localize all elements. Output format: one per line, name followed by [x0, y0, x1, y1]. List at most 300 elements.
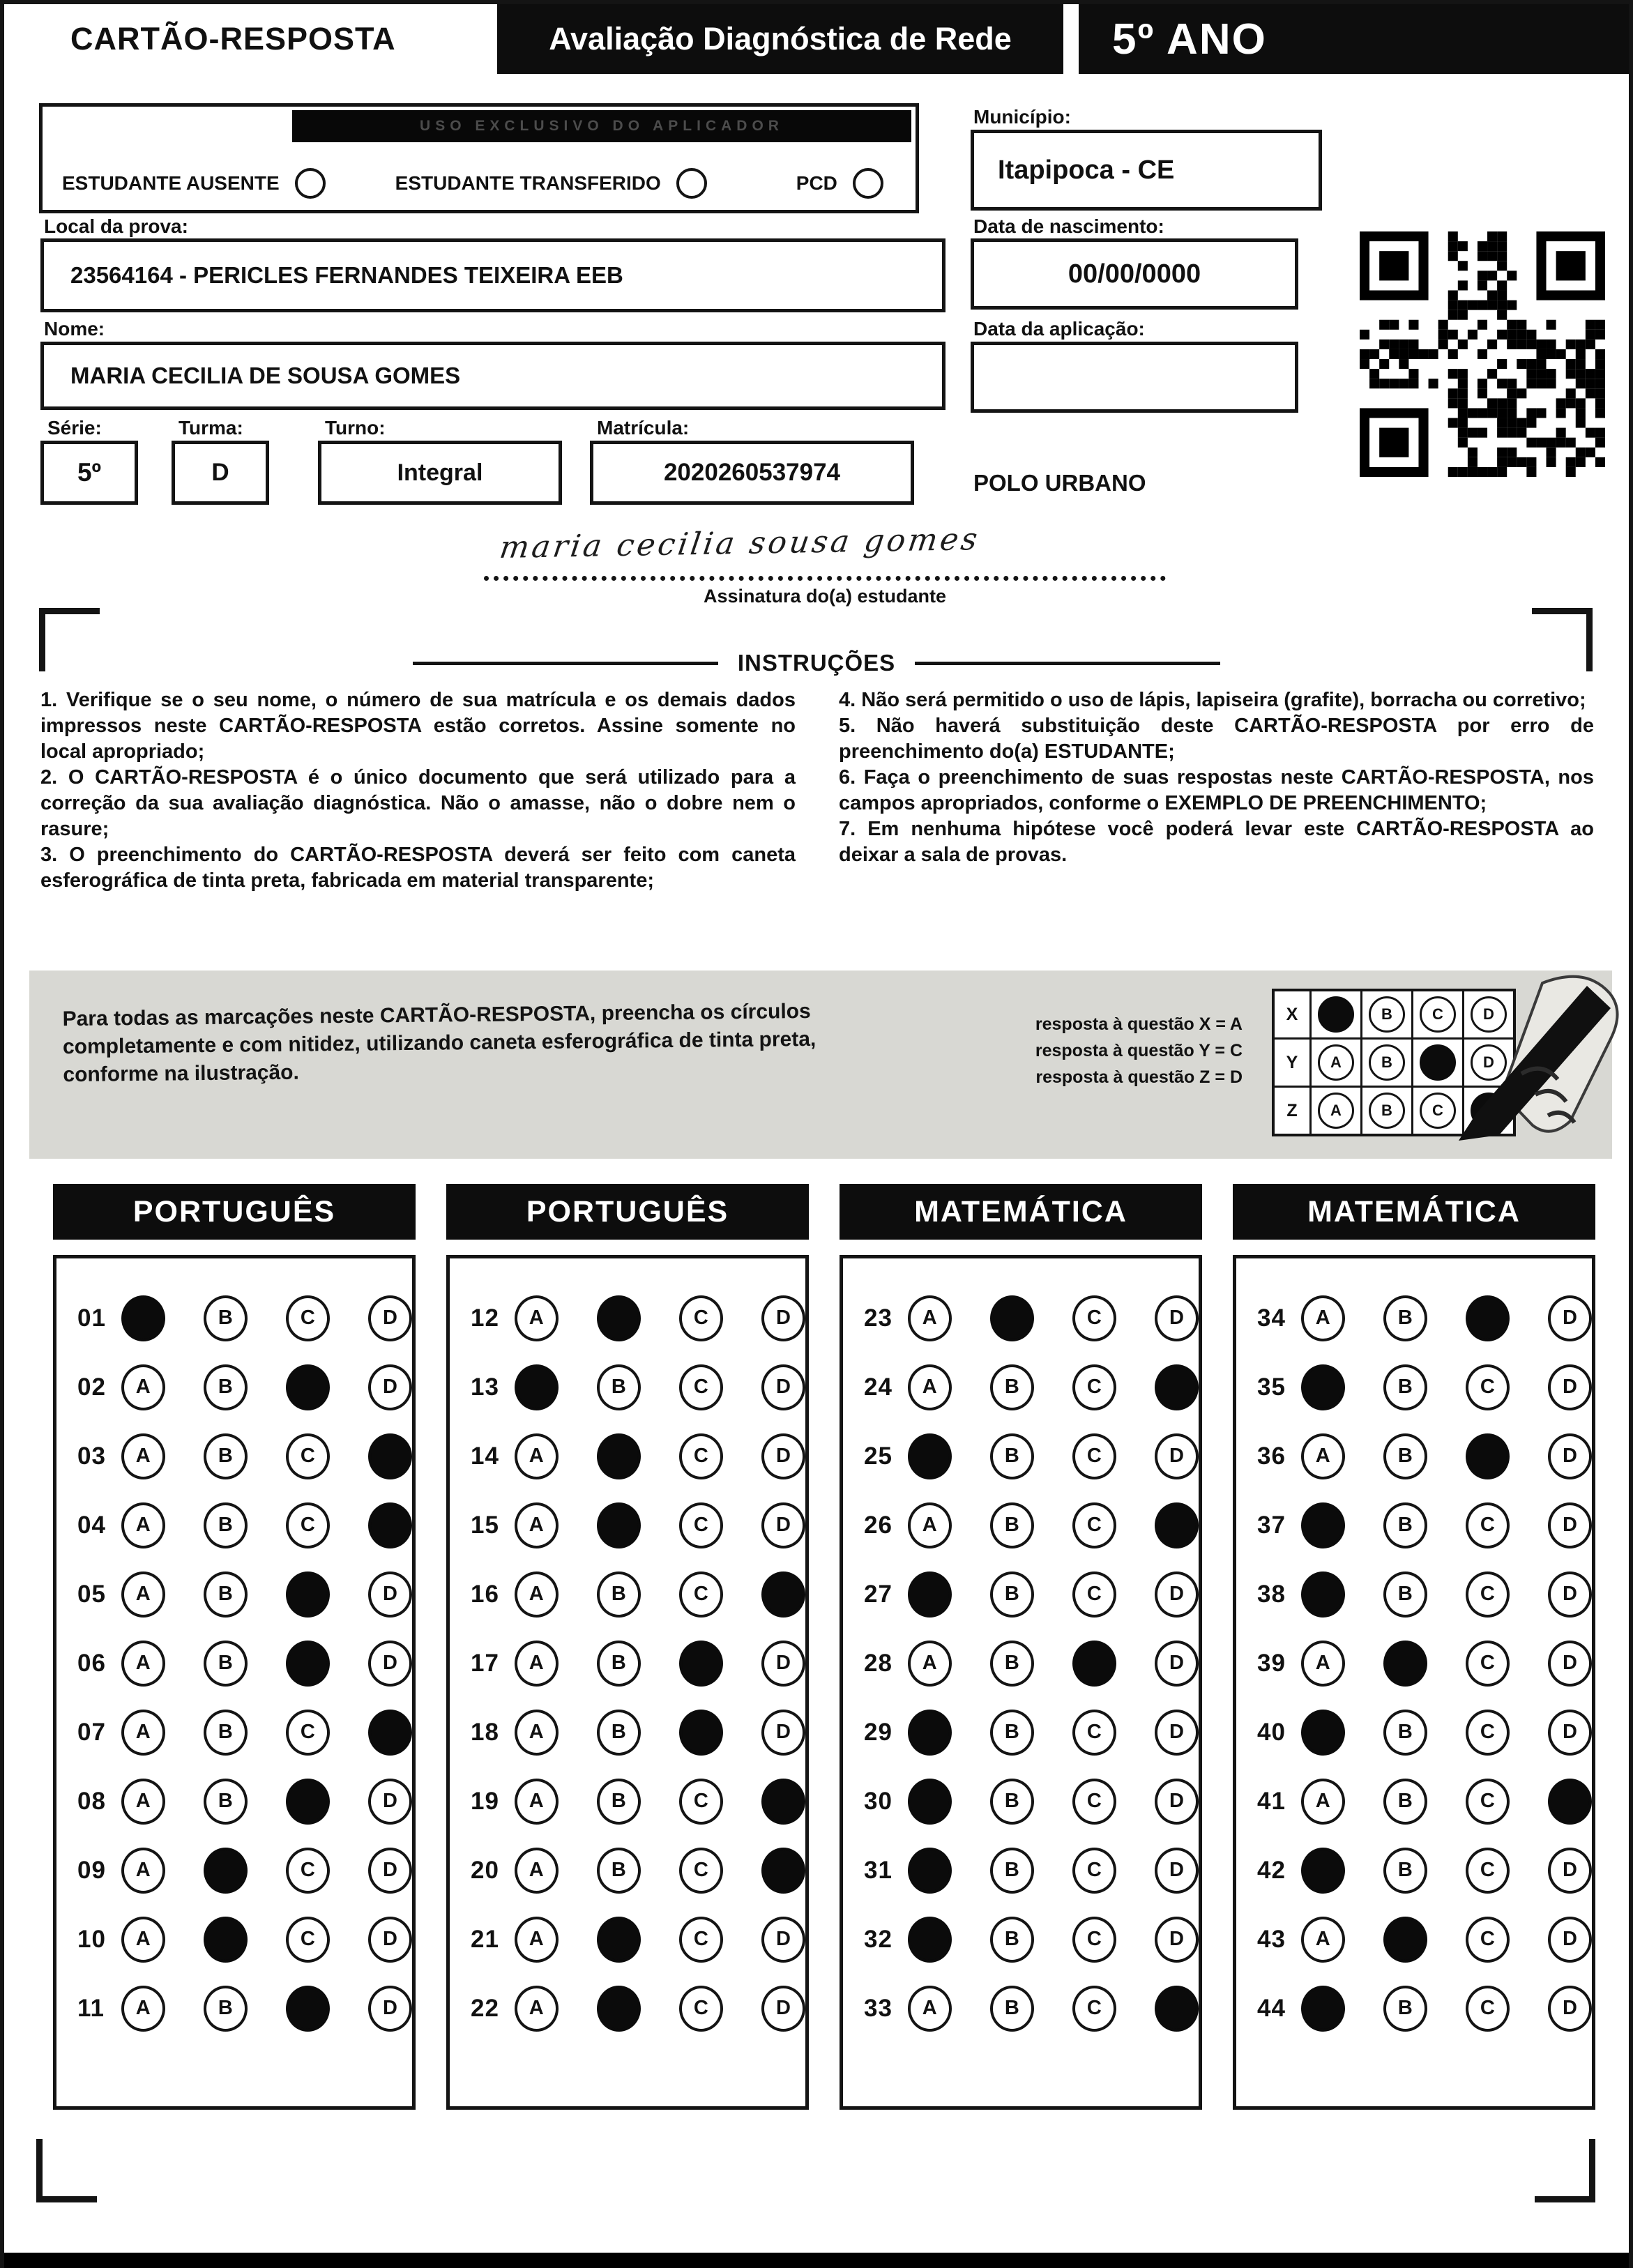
- answer-bubble-25-C[interactable]: C: [1072, 1433, 1116, 1479]
- answer-bubble-07-A[interactable]: A: [121, 1710, 165, 1756]
- answer-bubble-13-C[interactable]: C: [679, 1364, 723, 1410]
- question-row: [471, 1422, 805, 1491]
- status-option-bubble-2[interactable]: [676, 168, 707, 199]
- answer-bubble-16-B[interactable]: B: [597, 1571, 641, 1618]
- answer-bubble-27-B[interactable]: B: [990, 1571, 1034, 1618]
- status-option: [62, 168, 326, 199]
- question-number: 14: [471, 1442, 499, 1470]
- question-row: [1257, 1491, 1592, 1560]
- answer-bubble-12-A[interactable]: A: [515, 1295, 559, 1341]
- answer-bubble-25-A[interactable]: [908, 1433, 952, 1479]
- status-option-label: ESTUDANTE AUSENTE: [62, 172, 280, 194]
- question-number: 05: [77, 1580, 106, 1608]
- turma-field[interactable]: [172, 441, 269, 505]
- example-legend-line: resposta à questão Z = D: [1035, 1067, 1243, 1087]
- question-row: [471, 1974, 805, 2043]
- answer-bubble-35-D[interactable]: D: [1548, 1364, 1592, 1410]
- answer-bubble-09-C[interactable]: C: [286, 1848, 330, 1894]
- answer-bubble-38-A[interactable]: [1301, 1571, 1345, 1618]
- example-bubble-Z-C: C: [1420, 1093, 1456, 1129]
- answer-bubble-22-D[interactable]: D: [761, 1986, 805, 2032]
- answer-bubble-44-D[interactable]: D: [1548, 1986, 1592, 2032]
- example-legend-line: resposta à questão X = A: [1035, 1014, 1243, 1034]
- answer-bubble-42-A[interactable]: [1301, 1848, 1345, 1894]
- question-number: 32: [864, 1925, 893, 1953]
- answer-bubble-38-C[interactable]: C: [1466, 1571, 1510, 1618]
- question-number: 08: [77, 1787, 106, 1815]
- grade-banner: 5º ANO: [1079, 4, 1629, 74]
- answer-bubble-21-B[interactable]: [597, 1917, 641, 1963]
- municipio-field[interactable]: [971, 130, 1322, 211]
- answer-bubble-27-A[interactable]: [908, 1571, 952, 1618]
- answer-bubble-18-B[interactable]: B: [597, 1710, 641, 1756]
- answer-bubble-34-C[interactable]: [1466, 1295, 1510, 1341]
- answer-bubble-28-D[interactable]: D: [1155, 1641, 1199, 1687]
- section-body: [53, 1255, 416, 2110]
- example-bubble-Y-A: A: [1318, 1044, 1354, 1081]
- answer-bubble-41-B[interactable]: B: [1383, 1779, 1427, 1825]
- answer-bubble-43-A[interactable]: A: [1301, 1917, 1345, 1963]
- answer-bubble-44-C[interactable]: C: [1466, 1986, 1510, 2032]
- answer-bubble-05-D[interactable]: D: [368, 1571, 412, 1618]
- question-number: 27: [864, 1580, 893, 1608]
- answer-bubble-01-A[interactable]: [121, 1295, 165, 1341]
- question-number: 12: [471, 1304, 499, 1332]
- matricula-field[interactable]: [590, 441, 914, 505]
- example-row-label: X: [1275, 991, 1312, 1037]
- answer-bubble-03-A[interactable]: A: [121, 1433, 165, 1479]
- answer-bubble-44-B[interactable]: B: [1383, 1986, 1427, 2032]
- answer-bubble-08-C[interactable]: [286, 1779, 330, 1825]
- answer-bubble-35-B[interactable]: B: [1383, 1364, 1427, 1410]
- status-option-bubble-3[interactable]: [853, 168, 883, 199]
- answer-bubble-33-A[interactable]: A: [908, 1986, 952, 2032]
- example-cell: [1312, 991, 1362, 1037]
- question-row: [864, 1560, 1199, 1629]
- answer-bubble-23-B[interactable]: [990, 1295, 1034, 1341]
- answer-bubble-20-A[interactable]: A: [515, 1848, 559, 1894]
- question-row: [77, 1353, 412, 1422]
- answer-bubble-08-A[interactable]: A: [121, 1779, 165, 1825]
- answer-bubble-20-B[interactable]: B: [597, 1848, 641, 1894]
- question-number: 02: [77, 1373, 106, 1401]
- question-row: [77, 1698, 412, 1767]
- question-row: [864, 1353, 1199, 1422]
- answer-bubble-40-C[interactable]: C: [1466, 1710, 1510, 1756]
- answer-bubble-05-B[interactable]: B: [204, 1571, 248, 1618]
- answer-bubble-26-A[interactable]: A: [908, 1502, 952, 1548]
- example-cell: [1362, 991, 1413, 1037]
- header: [4, 4, 1629, 74]
- answer-bubble-07-B[interactable]: B: [204, 1710, 248, 1756]
- example-legend-line: resposta à questão Y = C: [1035, 1041, 1243, 1060]
- answer-bubble-08-D[interactable]: D: [368, 1779, 412, 1825]
- answer-bubble-30-A[interactable]: [908, 1779, 952, 1825]
- instruction-item: 7. Em nenhuma hipótese você poderá levar este CARTÃO-RESPOSTA ao deixar a sala de provas.: [839, 818, 1594, 866]
- example-bubble-Z-B: B: [1369, 1093, 1405, 1129]
- answer-bubble-36-B[interactable]: B: [1383, 1433, 1427, 1479]
- answer-bubble-06-C[interactable]: [286, 1641, 330, 1687]
- answer-bubble-44-A[interactable]: [1301, 1986, 1345, 2032]
- question-number: 28: [864, 1649, 893, 1677]
- answer-bubble-15-D[interactable]: D: [761, 1502, 805, 1548]
- example-cell: [1362, 1088, 1413, 1134]
- answer-bubble-33-D[interactable]: [1155, 1986, 1199, 2032]
- answer-bubble-36-D[interactable]: D: [1548, 1433, 1592, 1479]
- answer-bubble-43-C[interactable]: C: [1466, 1917, 1510, 1963]
- answer-bubble-29-C[interactable]: C: [1072, 1710, 1116, 1756]
- answer-bubble-28-A[interactable]: A: [908, 1641, 952, 1687]
- answer-bubble-12-B[interactable]: [597, 1295, 641, 1341]
- local-da-prova-field[interactable]: [40, 238, 945, 312]
- question-row: [471, 1284, 805, 1353]
- instructions-header: [4, 650, 1629, 676]
- question-row: [864, 1905, 1199, 1974]
- answer-bubble-39-A[interactable]: A: [1301, 1641, 1345, 1687]
- answer-bubble-05-A[interactable]: A: [121, 1571, 165, 1618]
- answer-bubble-06-A[interactable]: A: [121, 1641, 165, 1687]
- answer-bubble-33-B[interactable]: B: [990, 1986, 1034, 2032]
- question-row: [1257, 1698, 1592, 1767]
- question-number: 03: [77, 1442, 106, 1470]
- question-number: 15: [471, 1511, 499, 1539]
- answer-bubble-29-A[interactable]: [908, 1710, 952, 1756]
- answer-bubble-06-B[interactable]: B: [204, 1641, 248, 1687]
- answer-bubble-11-C[interactable]: [286, 1986, 330, 2032]
- answer-bubble-18-A[interactable]: A: [515, 1710, 559, 1756]
- answer-bubble-25-D[interactable]: D: [1155, 1433, 1199, 1479]
- answer-bubble-21-C[interactable]: C: [679, 1917, 723, 1963]
- serie-field[interactable]: [40, 441, 138, 505]
- answer-bubble-14-B[interactable]: [597, 1433, 641, 1479]
- answer-bubble-09-D[interactable]: D: [368, 1848, 412, 1894]
- question-row: [471, 1629, 805, 1698]
- answer-bubble-14-C[interactable]: C: [679, 1433, 723, 1479]
- local-da-prova-value: 23564164 - PERICLES FERNANDES TEIXEIRA EEB: [70, 262, 623, 288]
- answer-bubble-07-C[interactable]: C: [286, 1710, 330, 1756]
- registration-mark-bottom-left: [36, 2139, 97, 2202]
- answer-bubble-34-A[interactable]: A: [1301, 1295, 1345, 1341]
- fill-example-text: Para todas as marcações neste CARTÃO-RESPOSTA, preencha os círculos completamente e com nitidez, utilizando caneta esferográfica de tinta preta, conforme na ilustração.: [62, 999, 816, 1087]
- answer-bubble-21-A[interactable]: A: [515, 1917, 559, 1963]
- answer-bubble-04-A[interactable]: A: [121, 1502, 165, 1548]
- section-title: PORTUGUÊS: [53, 1184, 416, 1240]
- example-bubble-Y-D: D: [1471, 1044, 1507, 1081]
- answer-bubble-29-B[interactable]: B: [990, 1710, 1034, 1756]
- question-row: [77, 1836, 412, 1905]
- question-number: 07: [77, 1718, 106, 1746]
- answer-bubble-06-D[interactable]: D: [368, 1641, 412, 1687]
- answer-bubble-03-B[interactable]: B: [204, 1433, 248, 1479]
- question-number: 16: [471, 1580, 499, 1608]
- section-title: MATEMÁTICA: [1233, 1184, 1595, 1240]
- question-number: 25: [864, 1442, 893, 1470]
- answer-bubble-13-B[interactable]: B: [597, 1364, 641, 1410]
- answer-bubble-32-C[interactable]: C: [1072, 1917, 1116, 1963]
- answer-bubble-31-B[interactable]: B: [990, 1848, 1034, 1894]
- nascimento-field[interactable]: [971, 238, 1298, 310]
- answer-bubble-03-D[interactable]: [368, 1433, 412, 1479]
- aplicacao-field[interactable]: [971, 342, 1298, 413]
- answer-bubble-24-B[interactable]: B: [990, 1364, 1034, 1410]
- answer-bubble-41-A[interactable]: A: [1301, 1779, 1345, 1825]
- answer-bubble-28-B[interactable]: B: [990, 1641, 1034, 1687]
- question-row: [77, 1629, 412, 1698]
- answer-sections: [53, 1184, 1595, 2110]
- answer-bubble-02-B[interactable]: B: [204, 1364, 248, 1410]
- question-number: 18: [471, 1718, 499, 1746]
- instructions-left: [40, 687, 796, 894]
- answer-bubble-31-C[interactable]: C: [1072, 1848, 1116, 1894]
- answer-bubble-04-C[interactable]: C: [286, 1502, 330, 1548]
- answer-bubble-42-D[interactable]: D: [1548, 1848, 1592, 1894]
- answer-bubble-39-B[interactable]: [1383, 1641, 1427, 1687]
- answer-bubble-24-A[interactable]: A: [908, 1364, 952, 1410]
- question-row: [77, 1560, 412, 1629]
- answer-bubble-36-C[interactable]: [1466, 1433, 1510, 1479]
- answer-bubble-20-D[interactable]: [761, 1848, 805, 1894]
- answer-bubble-18-C[interactable]: [679, 1710, 723, 1756]
- answer-bubble-30-D[interactable]: D: [1155, 1779, 1199, 1825]
- question-number: 19: [471, 1787, 499, 1815]
- answer-section: [446, 1184, 809, 2110]
- answer-bubble-19-D[interactable]: [761, 1779, 805, 1825]
- question-row: [1257, 1767, 1592, 1836]
- aplicacao-label: Data da aplicação:: [973, 318, 1145, 340]
- answer-bubble-34-B[interactable]: B: [1383, 1295, 1427, 1341]
- answer-bubble-23-C[interactable]: C: [1072, 1295, 1116, 1341]
- answer-bubble-15-A[interactable]: A: [515, 1502, 559, 1548]
- question-number: 30: [864, 1787, 893, 1815]
- answer-bubble-19-C[interactable]: C: [679, 1779, 723, 1825]
- answer-bubble-23-A[interactable]: A: [908, 1295, 952, 1341]
- answer-bubble-04-B[interactable]: B: [204, 1502, 248, 1548]
- answer-bubble-33-C[interactable]: C: [1072, 1986, 1116, 2032]
- answer-bubble-01-D[interactable]: D: [368, 1295, 412, 1341]
- divider-line-right: [915, 662, 1220, 665]
- answer-bubble-31-A[interactable]: [908, 1848, 952, 1894]
- answer-bubble-05-C[interactable]: [286, 1571, 330, 1618]
- example-row-label: Z: [1275, 1088, 1312, 1134]
- instruction-item: 5. Não haverá substituição deste CARTÃO-RESPOSTA por erro de preenchimento do(a) ESTUDANTE;: [839, 715, 1594, 763]
- answer-bubble-30-C[interactable]: C: [1072, 1779, 1116, 1825]
- answer-section: [1233, 1184, 1595, 2110]
- answer-bubble-32-D[interactable]: D: [1155, 1917, 1199, 1963]
- answer-bubble-13-A[interactable]: [515, 1364, 559, 1410]
- question-number: 26: [864, 1511, 893, 1539]
- answer-bubble-25-B[interactable]: B: [990, 1433, 1034, 1479]
- answer-bubble-37-D[interactable]: D: [1548, 1502, 1592, 1548]
- answer-bubble-18-D[interactable]: D: [761, 1710, 805, 1756]
- answer-bubble-38-D[interactable]: D: [1548, 1571, 1592, 1618]
- question-row: [77, 1284, 412, 1353]
- section-body: [840, 1255, 1202, 2110]
- answer-bubble-19-A[interactable]: A: [515, 1779, 559, 1825]
- answer-bubble-23-D[interactable]: D: [1155, 1295, 1199, 1341]
- question-number: 42: [1257, 1856, 1286, 1884]
- answer-bubble-26-B[interactable]: B: [990, 1502, 1034, 1548]
- answer-bubble-03-C[interactable]: C: [286, 1433, 330, 1479]
- nome-field[interactable]: [40, 342, 945, 410]
- answer-bubble-01-B[interactable]: B: [204, 1295, 248, 1341]
- answer-bubble-29-D[interactable]: D: [1155, 1710, 1199, 1756]
- answer-bubble-16-D[interactable]: [761, 1571, 805, 1618]
- example-bubble-X-C: C: [1420, 996, 1456, 1033]
- answer-bubble-38-B[interactable]: B: [1383, 1571, 1427, 1618]
- answer-bubble-02-D[interactable]: D: [368, 1364, 412, 1410]
- answer-bubble-01-C[interactable]: C: [286, 1295, 330, 1341]
- answer-bubble-09-A[interactable]: A: [121, 1848, 165, 1894]
- answer-bubble-31-D[interactable]: D: [1155, 1848, 1199, 1894]
- municipio-label: Município:: [973, 106, 1071, 128]
- answer-bubble-34-D[interactable]: D: [1548, 1295, 1592, 1341]
- example-cell: [1312, 1088, 1362, 1134]
- answer-bubble-12-D[interactable]: D: [761, 1295, 805, 1341]
- question-row: [864, 1629, 1199, 1698]
- answer-bubble-39-D[interactable]: D: [1548, 1641, 1592, 1687]
- answer-bubble-41-D[interactable]: [1548, 1779, 1592, 1825]
- question-number: 35: [1257, 1373, 1286, 1401]
- answer-bubble-30-B[interactable]: B: [990, 1779, 1034, 1825]
- nome-value: MARIA CECILIA DE SOUSA GOMES: [70, 363, 461, 388]
- answer-bubble-16-C[interactable]: C: [679, 1571, 723, 1618]
- answer-bubble-37-B[interactable]: B: [1383, 1502, 1427, 1548]
- answer-bubble-43-D[interactable]: D: [1548, 1917, 1592, 1963]
- municipio-value: Itapipoca - CE: [998, 155, 1175, 185]
- question-row: [1257, 1629, 1592, 1698]
- answer-bubble-41-C[interactable]: C: [1466, 1779, 1510, 1825]
- answer-bubble-20-C[interactable]: C: [679, 1848, 723, 1894]
- nome-label: Nome:: [44, 318, 105, 340]
- answer-bubble-19-B[interactable]: B: [597, 1779, 641, 1825]
- answer-bubble-12-C[interactable]: C: [679, 1295, 723, 1341]
- answer-bubble-02-C[interactable]: [286, 1364, 330, 1410]
- answer-bubble-32-B[interactable]: B: [990, 1917, 1034, 1963]
- question-number: 39: [1257, 1649, 1286, 1677]
- answer-bubble-08-B[interactable]: B: [204, 1779, 248, 1825]
- nascimento-value: 00/00/0000: [1068, 259, 1201, 289]
- question-number: 24: [864, 1373, 893, 1401]
- answer-bubble-40-D[interactable]: D: [1548, 1710, 1592, 1756]
- status-option-label: PCD: [796, 172, 837, 194]
- status-row: [62, 168, 902, 199]
- serie-label: Série:: [47, 417, 102, 439]
- answer-bubble-32-A[interactable]: [908, 1917, 952, 1963]
- answer-bubble-21-D[interactable]: D: [761, 1917, 805, 1963]
- answer-bubble-42-C[interactable]: C: [1466, 1848, 1510, 1894]
- answer-bubble-14-A[interactable]: A: [515, 1433, 559, 1479]
- instruction-item: 2. O CARTÃO-RESPOSTA é o único documento que será utilizado para a correção da sua avaliação diagnóstica. Não o amasse, não o dobre nem o rasure;: [40, 766, 796, 840]
- example-bubble-Y-B: B: [1369, 1044, 1405, 1081]
- answer-bubble-10-A[interactable]: A: [121, 1917, 165, 1963]
- question-number: 40: [1257, 1718, 1286, 1746]
- answer-bubble-11-B[interactable]: B: [204, 1986, 248, 2032]
- signature-caption: Assinatura do(a) estudante: [703, 586, 947, 607]
- answer-bubble-02-A[interactable]: A: [121, 1364, 165, 1410]
- answer-bubble-26-D[interactable]: [1155, 1502, 1199, 1548]
- answer-bubble-17-D[interactable]: D: [761, 1641, 805, 1687]
- answer-section: [840, 1184, 1202, 2110]
- question-number: 22: [471, 1994, 499, 2022]
- answer-bubble-13-D[interactable]: D: [761, 1364, 805, 1410]
- answer-bubble-07-D[interactable]: [368, 1710, 412, 1756]
- answer-bubble-26-C[interactable]: C: [1072, 1502, 1116, 1548]
- answer-bubble-17-A[interactable]: A: [515, 1641, 559, 1687]
- answer-bubble-27-D[interactable]: D: [1155, 1571, 1199, 1618]
- status-option: [395, 168, 707, 199]
- answer-bubble-14-D[interactable]: D: [761, 1433, 805, 1479]
- answer-bubble-24-D[interactable]: [1155, 1364, 1199, 1410]
- question-number: 06: [77, 1649, 106, 1677]
- answer-bubble-09-B[interactable]: [204, 1848, 248, 1894]
- answer-bubble-17-B[interactable]: B: [597, 1641, 641, 1687]
- status-option-bubble-1[interactable]: [295, 168, 326, 199]
- answer-bubble-42-B[interactable]: B: [1383, 1848, 1427, 1894]
- nascimento-label: Data de nascimento:: [973, 215, 1164, 237]
- aplicador-bar: USO EXCLUSIVO DO APLICADOR: [292, 110, 911, 142]
- turno-field[interactable]: [318, 441, 562, 505]
- answer-bubble-22-B[interactable]: [597, 1986, 641, 2032]
- handwritten-signature: maria cecilia sousa gomes: [497, 522, 982, 565]
- question-row: [1257, 1974, 1592, 2043]
- question-row: [864, 1284, 1199, 1353]
- answer-bubble-40-A[interactable]: [1301, 1710, 1345, 1756]
- question-number: 41: [1257, 1787, 1286, 1815]
- matricula-label: Matrícula:: [597, 417, 690, 439]
- answer-bubble-39-C[interactable]: C: [1466, 1641, 1510, 1687]
- question-row: [77, 1422, 412, 1491]
- answer-bubble-16-A[interactable]: A: [515, 1571, 559, 1618]
- question-row: [77, 1905, 412, 1974]
- question-number: 38: [1257, 1580, 1286, 1608]
- answer-bubble-35-C[interactable]: C: [1466, 1364, 1510, 1410]
- answer-bubble-22-C[interactable]: C: [679, 1986, 723, 2032]
- answer-bubble-36-A[interactable]: A: [1301, 1433, 1345, 1479]
- question-row: [864, 1767, 1199, 1836]
- answer-bubble-35-A[interactable]: [1301, 1364, 1345, 1410]
- registration-mark-bottom-right: [1535, 2139, 1595, 2202]
- question-row: [471, 1560, 805, 1629]
- answer-bubble-24-C[interactable]: C: [1072, 1364, 1116, 1410]
- question-number: 23: [864, 1304, 893, 1332]
- example-legend: [997, 1011, 1243, 1090]
- answer-bubble-10-D[interactable]: D: [368, 1917, 412, 1963]
- question-row: [1257, 1353, 1592, 1422]
- answer-bubble-27-C[interactable]: C: [1072, 1571, 1116, 1618]
- question-number: 31: [864, 1856, 893, 1884]
- answer-bubble-22-A[interactable]: A: [515, 1986, 559, 2032]
- question-row: [1257, 1422, 1592, 1491]
- answer-bubble-28-C[interactable]: [1072, 1641, 1116, 1687]
- answer-bubble-10-C[interactable]: C: [286, 1917, 330, 1963]
- answer-bubble-15-B[interactable]: [597, 1502, 641, 1548]
- answer-bubble-17-C[interactable]: [679, 1641, 723, 1687]
- answer-bubble-43-B[interactable]: [1383, 1917, 1427, 1963]
- question-number: 01: [77, 1304, 106, 1332]
- answer-bubble-40-B[interactable]: B: [1383, 1710, 1427, 1756]
- turno-label: Turno:: [325, 417, 386, 439]
- answer-bubble-10-B[interactable]: [204, 1917, 248, 1963]
- question-number: 43: [1257, 1925, 1286, 1953]
- page-title: CARTÃO-RESPOSTA: [70, 21, 396, 56]
- answer-bubble-37-A[interactable]: [1301, 1502, 1345, 1548]
- answer-bubble-15-C[interactable]: C: [679, 1502, 723, 1548]
- answer-bubble-04-D[interactable]: [368, 1502, 412, 1548]
- question-number: 44: [1257, 1994, 1286, 2022]
- answer-bubble-11-D[interactable]: D: [368, 1986, 412, 2032]
- answer-bubble-11-A[interactable]: A: [121, 1986, 165, 2032]
- answer-bubble-37-C[interactable]: C: [1466, 1502, 1510, 1548]
